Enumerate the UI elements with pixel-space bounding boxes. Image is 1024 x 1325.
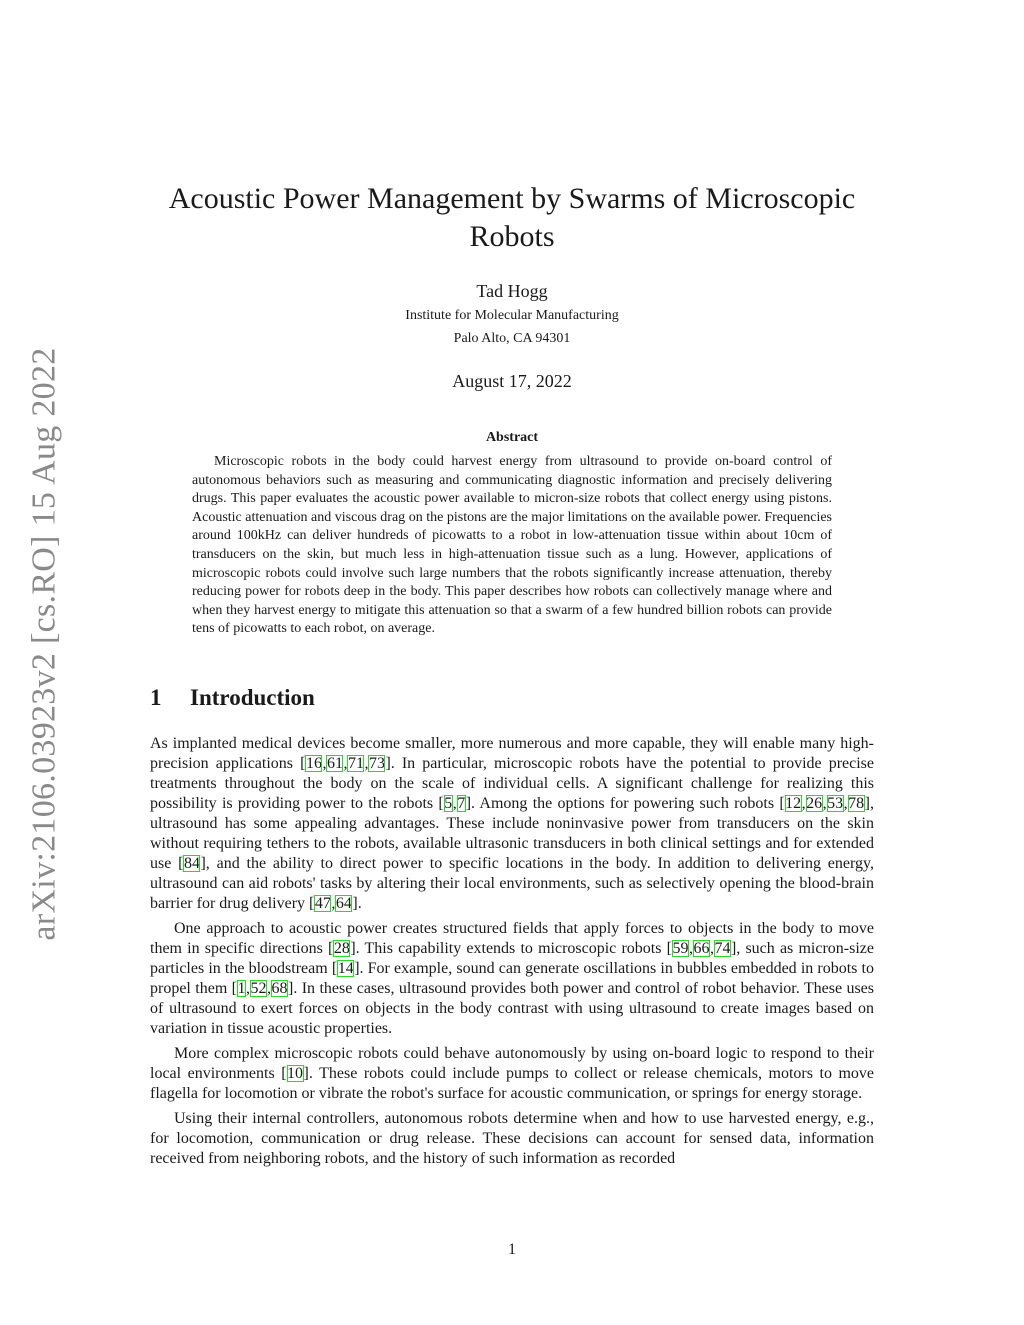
citation-link[interactable]: 73	[368, 755, 385, 772]
body-paragraph	[150, 1109, 874, 1169]
citation-link[interactable]: 66	[693, 940, 710, 957]
paragraph-text: . For example, sound can generate oscillations in bubbles embedded in robots to propel them	[150, 960, 874, 997]
abstract-heading: Abstract	[485, 430, 539, 445]
citation-link[interactable]: 47	[314, 895, 331, 912]
citation-link[interactable]: 26	[806, 795, 823, 812]
citation-link[interactable]: 12	[785, 795, 802, 812]
section-title: Introduction	[190, 685, 315, 710]
citation-link[interactable]: 1	[237, 980, 246, 997]
abstract-text: Microscopic robots in the body could harvest energy from ultrasound to provide on-board control of autonomous behaviors such as measuring and communicating diagnostic information and precisely delivering drugs. This paper evaluates the acoustic power available to micron-size robots that collect energy using pistons. Acoustic attenuation and viscous drag on the pistons are the major limitations on the available power. Frequencies around 100kHz can deliver hundreds of picowatts to a robot in low-attenuation tissue within about 10cm of transducers on the skin, but much less in high-attenuation tissue such as a lung. However, applications of microscopic robots could involve such large numbers that the robots significantly increase attenuation, thereby reducing power for robots deep in the body. This paper describes how robots can collectively manage where and when they harvest energy to mitigate this attenuation so that a swarm of a few hundred billion robots can provide tens of picowatts to each robot, on average.	[192, 454, 832, 637]
affiliation-location: Palo Alto, CA 94301	[453, 331, 571, 346]
body-paragraph: More complex microscopic robots could behave autonomously by using on-board logic to respond to their local environments [10]. These robots could include pumps to collect or release chemicals, motors to move flagella for locomotion or vibrate the robot's surface for acoustic communication, or springs for energy storage.	[150, 1045, 875, 1102]
citation-link[interactable]: 16	[305, 755, 322, 772]
citation-link[interactable]: 71	[347, 755, 364, 772]
body-text	[150, 734, 874, 1174]
paragraph-text: Using their internal controllers, autonomous robots determine when and how to use harvested energy, e.g., for locomotion, communication or drug release. These decisions can account for sensed data, information received from neighboring robots, and the history of such information as recorded	[150, 1110, 874, 1167]
paragraph-text: , such as micron-size particles in the bloodstream	[150, 940, 874, 977]
citation-link[interactable]: 74	[714, 940, 731, 957]
section-heading	[150, 685, 315, 711]
paragraph-text: . This capability extends to microscopic robots	[355, 940, 667, 957]
citation-link[interactable]: 61	[326, 755, 343, 772]
citation-link[interactable]: 68	[271, 980, 288, 997]
citation-link[interactable]: 28	[333, 940, 350, 957]
paragraph-text: , ultrasound has some appealing advantages. These include noninvasive power from transducers on the skin without requiring tethers to the robots, available ultrasonic transducers in both clinical settings and for extended use	[150, 795, 874, 872]
citation-link[interactable]: 78	[848, 795, 865, 812]
paragraph-text: .	[357, 895, 362, 912]
body-paragraph: One approach to acoustic power creates structured fields that apply forces to objects in the body to move them in specific directions [28]. This capability extends to microscopic robots [59,66,74], such as micron-size particles in the bloodstream [14]. For example, sound can generate oscillations in bubbles embedded in robots to propel them [1,52,68]. In these cases, ultrasound provides both power and control of robot behavior. These uses of ultrasound to exert forces on objects in the body contrast with using ultrasound to create images based on variation in tissue acoustic properties.	[150, 920, 875, 1037]
citation-link[interactable]: 52	[250, 980, 267, 997]
citation-link[interactable]: 7	[457, 795, 466, 812]
section-number: 1	[150, 685, 162, 710]
citation-link[interactable]: 5	[444, 795, 453, 812]
citation-link[interactable]: 10	[287, 1065, 304, 1082]
citation-link[interactable]: 64	[335, 895, 352, 912]
arxiv-identifier-sidebar	[8, 345, 82, 943]
author-name: Tad Hogg	[476, 281, 548, 301]
paragraph-text: . In particular, microscopic robots have the potential to provide precise treatments throughout the body on the scale of individual cells. A significant challenge for realizing this possibility is providing power to the robots	[150, 755, 874, 812]
citation-link[interactable]: 59	[672, 940, 689, 957]
paragraph-text: . In these cases, ultrasound provides both power and control of robot behavior. These uses of ultrasound to exert forces on objects in the body contrast with using ultrasound to create images based on variation in tissue acoustic properties.	[150, 980, 875, 1037]
paragraph-text: . These robots could include pumps to collect or release chemicals, motors to move flagella for locomotion or vibrate the robot's surface for acoustic communication, or springs for energy storage.	[150, 1065, 875, 1102]
paragraph-text: More complex microscopic robots could behave autonomously by using on-board logic to respond to their local environments	[150, 1045, 874, 1082]
paragraph-text: . Among the options for powering such robots	[471, 795, 780, 812]
publication-date: August 17, 2022	[452, 371, 572, 391]
citation-link[interactable]: 14	[337, 960, 354, 977]
paragraph-text: , and the ability to direct power to specific locations in the body. In addition to delivering energy, ultrasound can aid robots' tasks by altering their local environments, such as selectively opening the blood-brain barrier for drug delivery	[150, 855, 875, 912]
citation-link[interactable]: 84	[183, 855, 200, 872]
affiliation-institute: Institute for Molecular Manufacturing	[405, 308, 619, 323]
paragraph-text: As implanted medical devices become smaller, more numerous and more capable, they will enable many high-precision applications	[150, 735, 874, 772]
citation-link[interactable]: 53	[827, 795, 844, 812]
paper-title: Acoustic Power Management by Swarms of Microscopic Robots	[168, 182, 856, 253]
body-paragraph: As implanted medical devices become smaller, more numerous and more capable, they will enable many high-precision applications [16,61,71,73]. In particular, microscopic robots have the potential to provide precise treatments throughout the body on the scale of individual cells. A significant challenge for realizing this possibility is providing power to the robots [5,7]. Among the options for powering such robots [12,26,53,78], ultrasound has some appealing advantages. These include noninvasive power from transducers on the skin without requiring tethers to the robots, available ultrasonic transducers in both clinical settings and for extended use [84], and the ability to direct power to specific locations in the body. In addition to delivering energy, ultrasound can aid robots' tasks by altering their local environments, such as selectively opening the blood-brain barrier for drug delivery [47,64].	[150, 735, 875, 912]
arxiv-identifier-text: arXiv:2106.03923v2 [cs.RO] 15 Aug 2022	[26, 347, 64, 941]
page-number: 1	[508, 1241, 516, 1258]
paragraph-text: One approach to acoustic power creates structured fields that apply forces to objects in the body to move them in specific directions	[150, 920, 874, 957]
